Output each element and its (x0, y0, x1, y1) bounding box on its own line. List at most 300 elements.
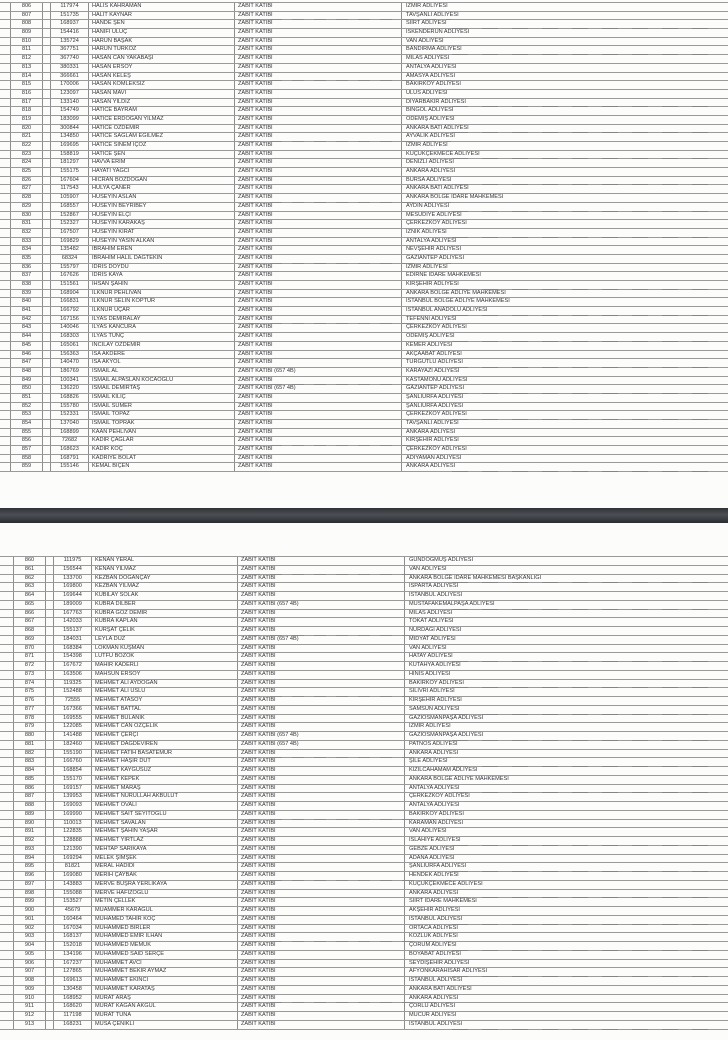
table-row (0, 592, 728, 601)
name-cell: MERVE BÜŞRA YERLİKAYA (92, 881, 238, 889)
row-left-margin (0, 881, 13, 889)
gap-cell (46, 820, 54, 828)
title-cell: ZABİT KATİBİ (238, 575, 405, 583)
title-cell: ZABİT KATİBİ (235, 20, 402, 28)
seq-cell: 827 (10, 185, 43, 193)
gap-cell (43, 307, 51, 315)
registry-number-cell: 300844 (51, 125, 89, 133)
row-left-margin (0, 811, 13, 819)
title-cell: ZABİT KATİBİ (238, 653, 405, 661)
name-cell: HATİCE SAĞLAM EĞİLMEZ (89, 133, 235, 141)
registry-number-cell: 152018 (54, 942, 92, 950)
seq-cell: 877 (13, 706, 46, 714)
court-cell: İSKENDERUN ADLİYESİ (406, 29, 470, 36)
name-cell: METİN ÇELLEK (92, 898, 238, 906)
name-cell: MUHAMMED EMİR İLHAN (92, 933, 238, 941)
title-cell: ZABİT KATİBİ (235, 290, 402, 298)
registry-number-cell: 140470 (51, 359, 89, 367)
gap-cell (43, 377, 51, 385)
row-left-margin (0, 394, 10, 402)
registry-number-cell: 156363 (51, 351, 89, 359)
seq-cell: 849 (10, 377, 43, 385)
registry-number-cell: 72555 (54, 697, 92, 705)
title-cell: ZABİT KATİBİ (235, 455, 402, 463)
table-row (0, 168, 728, 177)
gap-cell (43, 316, 51, 324)
title-cell: ZABİT KATİBİ (238, 697, 405, 705)
table-row (0, 723, 728, 732)
court-cell: VAN ADLİYESİ (409, 828, 447, 835)
table-row (0, 298, 728, 307)
name-cell: HÜSEYİN KIRAT (89, 229, 235, 237)
seq-cell: 816 (10, 90, 43, 98)
seq-cell: 878 (13, 715, 46, 723)
court-cell: İZMİR ADLİYESİ (406, 3, 448, 9)
gap-cell (43, 246, 51, 254)
row-left-margin (0, 750, 13, 758)
title-cell: ZABİT KATİBİ (238, 977, 405, 985)
seq-cell: 902 (13, 925, 46, 933)
name-cell: HÜSEYİN ELÇİ (89, 212, 235, 220)
title-cell: ZABİT KATİBİ (238, 680, 405, 688)
row-left-margin (0, 872, 13, 880)
seq-cell: 869 (13, 636, 46, 644)
row-left-margin (0, 697, 13, 705)
row-left-margin (0, 741, 13, 749)
name-cell: MEHMET ÇERÇİ (92, 732, 238, 740)
registry-number-cell: 154398 (54, 653, 92, 661)
gap-cell (46, 767, 54, 775)
court-cell: BAKIRKÖY ADLİYESİ (406, 81, 461, 88)
gap-cell (46, 627, 54, 635)
title-cell: ZABİT KATİBİ (235, 125, 402, 133)
court-cell: ŞANLIURFA ADLİYESİ (406, 393, 464, 400)
registry-number-cell: 181297 (51, 159, 89, 167)
seq-cell: 887 (13, 793, 46, 801)
page-one-table (0, 2, 728, 472)
table-row (0, 732, 728, 741)
row-left-margin (0, 272, 10, 280)
table-row (0, 281, 728, 290)
registry-number-cell: 169157 (54, 785, 92, 793)
name-cell: HASAN YILDIZ (89, 99, 235, 107)
seq-cell: 888 (13, 802, 46, 810)
court-cell: KARAMAN ADLİYESİ (409, 819, 464, 826)
row-left-margin (0, 116, 10, 124)
registry-number-cell: 122085 (54, 723, 92, 731)
gap-cell (43, 281, 51, 289)
row-left-margin (0, 142, 10, 150)
name-cell: HATİCE BAYRAM (89, 107, 235, 115)
court-cell: KÜTAHYA ADLİYESİ (409, 662, 461, 668)
gap-cell (46, 671, 54, 679)
row-left-margin (0, 706, 13, 714)
registry-number-cell: 134850 (51, 133, 89, 141)
row-left-margin (0, 177, 10, 185)
table-row (0, 680, 728, 689)
gap-cell (46, 601, 54, 609)
title-cell: ZABİT KATİBİ (235, 342, 402, 350)
registry-number-cell: 133700 (54, 575, 92, 583)
title-cell: ZABİT KATİBİ (235, 99, 402, 107)
registry-number-cell: 155170 (54, 776, 92, 784)
table-row (0, 575, 728, 584)
registry-number-cell: 168620 (54, 1003, 92, 1011)
row-left-margin (0, 194, 10, 202)
row-left-margin (0, 688, 13, 696)
title-cell: ZABİT KATİBİ (238, 706, 405, 714)
row-left-margin (0, 307, 10, 315)
title-cell: ZABİT KATİBİ (238, 723, 405, 731)
registry-number-cell: 155175 (51, 168, 89, 176)
name-cell: MEHMET BULANIK (92, 715, 238, 723)
gap-cell (46, 715, 54, 723)
table-row (0, 907, 728, 916)
title-cell: ZABİT KATİBİ (657 4B) (238, 741, 405, 749)
seq-cell: 823 (10, 151, 43, 159)
table-row (0, 811, 728, 820)
gap-cell (43, 359, 51, 367)
gap-cell (43, 177, 51, 185)
registry-number-cell: 168557 (51, 203, 89, 211)
registry-number-cell: 170006 (51, 81, 89, 89)
row-left-margin (0, 385, 10, 393)
row-left-margin (0, 837, 13, 845)
seq-cell: 912 (13, 1012, 46, 1020)
seq-cell: 848 (10, 368, 43, 376)
title-cell: ZABİT KATİBİ (235, 151, 402, 159)
seq-cell: 843 (10, 324, 43, 332)
name-cell: MEHMET HAŞİR DUT (92, 758, 238, 766)
name-cell: İLKNUR SELİN KOPTUR (89, 298, 235, 306)
registry-number-cell: 165061 (51, 342, 89, 350)
row-left-margin (0, 968, 13, 976)
title-cell: ZABİT KATİBİ (238, 715, 405, 723)
table-row (0, 133, 728, 142)
court-cell: ÖDEMİŞ ADLİYESİ (406, 115, 455, 122)
registry-number-cell: 110013 (54, 820, 92, 828)
court-cell: BAKIRKÖY ADLİYESİ (409, 810, 464, 817)
name-cell: HANDE ŞEN (89, 20, 235, 28)
seq-cell: 819 (10, 116, 43, 124)
court-cell: ÇERKEZKÖY ADLİYESİ (409, 793, 470, 800)
gap-cell (46, 706, 54, 714)
title-cell: ZABİT KATİBİ (238, 846, 405, 854)
court-cell: TOKAT ADLİYESİ (409, 618, 454, 625)
court-cell: İZMİR ADLİYESİ (409, 723, 451, 730)
court-cell: AKÇAABAT ADLİYESİ (406, 350, 462, 357)
registry-number-cell: 158819 (51, 151, 89, 159)
seq-cell: 856 (10, 437, 43, 445)
court-cell: ÖDEMİŞ ADLİYESİ (406, 333, 455, 340)
name-cell: HÜSEYİN BEYRİBEY (89, 203, 235, 211)
court-cell: KÜÇÜKÇEKMECE ADLİYESİ (409, 880, 483, 887)
title-cell: ZABİT KATİBİ (235, 90, 402, 98)
gap-cell (43, 116, 51, 124)
seq-cell: 868 (13, 627, 46, 635)
row-left-margin (0, 942, 13, 950)
seq-cell: 880 (13, 732, 46, 740)
name-cell: LOKMAN KUŞMAN (92, 645, 238, 653)
name-cell: MAHİR KADERLİ (92, 662, 238, 670)
seq-cell: 897 (13, 881, 46, 889)
registry-number-cell: 152867 (51, 212, 89, 220)
registry-number-cell: 128888 (54, 837, 92, 845)
registry-number-cell: 366661 (51, 73, 89, 81)
title-cell: ZABİT KATİBİ (235, 3, 402, 11)
court-cell: ÇERKEZKÖY ADLİYESİ (406, 411, 467, 418)
row-left-margin (0, 916, 13, 924)
gap-cell (46, 802, 54, 810)
name-cell: İLYAS DEMİRALAY (89, 316, 235, 324)
title-cell: ZABİT KATİBİ (235, 159, 402, 167)
title-cell: ZABİT KATİBİ (238, 776, 405, 784)
gap-cell (43, 64, 51, 72)
registry-number-cell: 72682 (51, 437, 89, 445)
court-cell: NURDAĞI ADLİYESİ (409, 627, 462, 633)
name-cell: HASAN MAVİ (89, 90, 235, 98)
seq-cell: 815 (10, 81, 43, 89)
court-cell: KIRŞEHİR ADLİYESİ (406, 281, 459, 287)
title-cell: ZABİT KATİBİ (235, 255, 402, 263)
title-cell: ZABİT KATİBİ (235, 324, 402, 332)
table-row (0, 583, 728, 592)
registry-number-cell: 168303 (51, 333, 89, 341)
row-left-margin (0, 316, 10, 324)
name-cell: HÜSEYİN YASİN ALKAN (89, 238, 235, 246)
row-left-margin (0, 758, 13, 766)
table-row (0, 255, 728, 264)
title-cell: ZABİT KATİBİ (235, 403, 402, 411)
gap-cell (43, 194, 51, 202)
seq-cell: 886 (13, 785, 46, 793)
table-row (0, 610, 728, 619)
registry-number-cell: 167672 (54, 662, 92, 670)
table-row (0, 359, 728, 368)
title-cell: ZABİT KATİBİ (235, 238, 402, 246)
name-cell: MUSA ÇENİKLİ (92, 1021, 238, 1029)
seq-cell: 901 (13, 916, 46, 924)
court-cell: KIRŞEHİR ADLİYESİ (409, 697, 462, 703)
row-left-margin (0, 618, 13, 626)
seq-cell: 855 (10, 429, 43, 437)
seq-cell: 840 (10, 298, 43, 306)
seq-cell: 871 (13, 653, 46, 661)
seq-cell: 898 (13, 890, 46, 898)
table-row (0, 220, 728, 229)
title-cell: ZABİT KATİBİ (238, 872, 405, 880)
seq-cell: 863 (13, 583, 46, 591)
court-cell: AFYONKARAHİSAR ADLİYESİ (409, 968, 488, 975)
name-cell: MEHMET NURULLAH AKBULUT (92, 793, 238, 801)
table-row (0, 872, 728, 881)
name-cell: İBRAHİM HALİL DAĞTEKİN (89, 255, 235, 263)
gap-cell (43, 220, 51, 228)
gap-cell (46, 977, 54, 985)
row-left-margin (0, 925, 13, 933)
gap-cell (46, 1021, 54, 1029)
seq-cell: 824 (10, 159, 43, 167)
gap-cell (43, 133, 51, 141)
table-row (0, 46, 728, 55)
registry-number-cell: 152327 (51, 220, 89, 228)
table-row (0, 246, 728, 255)
row-left-margin (0, 463, 10, 471)
seq-cell: 894 (13, 855, 46, 863)
gap-cell (43, 342, 51, 350)
row-left-margin (0, 653, 13, 661)
title-cell: ZABİT KATİBİ (238, 566, 405, 574)
registry-number-cell: 168137 (54, 933, 92, 941)
table-row (0, 802, 728, 811)
table-row (0, 653, 728, 662)
court-cell: ANKARA BÖLGE İDARE MAHKEMESİ (406, 194, 504, 201)
row-left-margin (0, 601, 13, 609)
name-cell: HAVVA ERİM (89, 159, 235, 167)
registry-number-cell: 168231 (54, 1021, 92, 1029)
court-cell: İSLAHİYE ADLİYESİ (409, 837, 461, 843)
row-left-margin (0, 46, 10, 54)
seq-cell: 909 (13, 986, 46, 994)
row-left-margin (0, 951, 13, 959)
table-row (0, 264, 728, 273)
gap-cell (46, 785, 54, 793)
court-cell: ISPARTA ADLİYESİ (409, 583, 459, 590)
court-cell: BURSA ADLİYESİ (406, 176, 452, 183)
title-cell: ZABİT KATİBİ (238, 968, 405, 976)
row-left-margin (0, 107, 10, 115)
registry-number-cell: 153527 (54, 898, 92, 906)
table-row (0, 697, 728, 706)
seq-cell: 826 (10, 177, 43, 185)
title-cell: ZABİT KATİBİ (238, 1021, 405, 1029)
title-cell: ZABİT KATİBİ (238, 907, 405, 915)
court-cell: VAN ADLİYESİ (409, 644, 447, 651)
title-cell: ZABİT KATİBİ (235, 463, 402, 471)
row-left-margin (0, 229, 10, 237)
court-cell: TAVŞANLI ADLİYESİ (406, 420, 459, 426)
name-cell: HASAN KELEŞ (89, 73, 235, 81)
seq-cell: 896 (13, 872, 46, 880)
gap-cell (43, 90, 51, 98)
registry-number-cell: 167763 (54, 610, 92, 618)
name-cell: MEHMET YIRTLAZ (92, 837, 238, 845)
title-cell: ZABİT KATİBİ (235, 429, 402, 437)
row-left-margin (0, 680, 13, 688)
court-cell: TAVŞANLI ADLİYESİ (406, 11, 459, 18)
gap-cell (43, 159, 51, 167)
row-left-margin (0, 20, 10, 28)
court-cell: MESUDİYE ADLİYESİ (406, 211, 462, 218)
court-cell: SEYDİŞEHİR ADLİYESİ (409, 959, 470, 966)
row-left-margin (0, 351, 10, 359)
seq-cell: 900 (13, 907, 46, 915)
court-cell: İZMİR ADLİYESİ (406, 263, 448, 270)
title-cell: ZABİT KATİBİ (235, 307, 402, 315)
table-row (0, 925, 728, 934)
court-cell: KIZILCAHAMAM ADLİYESİ (409, 767, 478, 773)
table-row (0, 601, 728, 610)
table-row (0, 446, 728, 455)
registry-number-cell: 137040 (51, 420, 89, 428)
registry-number-cell: 45679 (54, 907, 92, 915)
row-left-margin (0, 455, 10, 463)
gap-cell (43, 12, 51, 20)
court-cell: ŞANLIURFA ADLİYESİ (406, 402, 464, 409)
seq-cell: 811 (10, 46, 43, 54)
registry-number-cell: 186769 (51, 368, 89, 376)
court-cell: ŞİLE ADLİYESİ (409, 758, 448, 765)
court-cell: GAZİOSMANPAŞA ADLİYESİ (409, 732, 484, 738)
table-row (0, 828, 728, 837)
name-cell: İLKNUR PEHLİVAN (89, 290, 235, 298)
seq-cell: 872 (13, 662, 46, 670)
court-cell: ANKARA BÖLGE ADLİYE MAHKEMESİ (409, 775, 509, 782)
registry-number-cell: 169093 (54, 802, 92, 810)
registry-number-cell: 168854 (54, 767, 92, 775)
name-cell: HASAN CAN YAKABAŞI (89, 55, 235, 63)
table-row (0, 90, 728, 99)
seq-cell: 861 (13, 566, 46, 574)
name-cell: İSMAİL TOPRAK (89, 420, 235, 428)
row-left-margin (0, 411, 10, 419)
name-cell: HAYATİ YAĞCI (89, 168, 235, 176)
court-cell: VAN ADLİYESİ (409, 565, 447, 572)
name-cell: HÜSEYİN KARAKAŞ (89, 220, 235, 228)
court-cell: İZMİR ADLİYESİ (406, 142, 448, 148)
gap-cell (46, 837, 54, 845)
gap-cell (43, 55, 51, 63)
name-cell: MEHMET SAVALAN (92, 820, 238, 828)
title-cell: ZABİT KATİBİ (238, 837, 405, 845)
seq-cell: 822 (10, 142, 43, 150)
table-row (0, 706, 728, 715)
row-left-margin (0, 960, 13, 968)
registry-number-cell: 139953 (54, 793, 92, 801)
gap-cell (43, 29, 51, 37)
title-cell: ZABİT KATİBİ (238, 881, 405, 889)
court-cell: KOZLUK ADLİYESİ (409, 933, 458, 940)
seq-cell: 864 (13, 592, 46, 600)
gap-cell (46, 881, 54, 889)
seq-cell: 870 (13, 645, 46, 653)
row-left-margin (0, 185, 10, 193)
table-row (0, 229, 728, 238)
seq-cell: 857 (10, 446, 43, 454)
gap-cell (46, 916, 54, 924)
gap-cell (46, 872, 54, 880)
table-row (0, 437, 728, 446)
row-left-margin (0, 662, 13, 670)
registry-number-cell: 133140 (51, 99, 89, 107)
name-cell: İSMAİL TOPAZ (89, 411, 235, 419)
name-cell: MURAT TUNA (92, 1012, 238, 1020)
seq-cell: 891 (13, 828, 46, 836)
court-cell: ÇERKEZKÖY ADLİYESİ (406, 324, 467, 331)
court-cell: ADIYAMAN ADLİYESİ (406, 454, 462, 461)
seq-cell: 833 (10, 238, 43, 246)
gap-cell (43, 437, 51, 445)
registry-number-cell: 68324 (51, 255, 89, 263)
seq-cell: 854 (10, 420, 43, 428)
court-cell: GAZİANTEP ADLİYESİ (406, 385, 465, 392)
seq-cell: 885 (13, 776, 46, 784)
row-left-margin (0, 333, 10, 341)
gap-cell (43, 107, 51, 115)
gap-cell (46, 680, 54, 688)
name-cell: MEHMET BATTAL (92, 706, 238, 714)
table-row (0, 688, 728, 697)
